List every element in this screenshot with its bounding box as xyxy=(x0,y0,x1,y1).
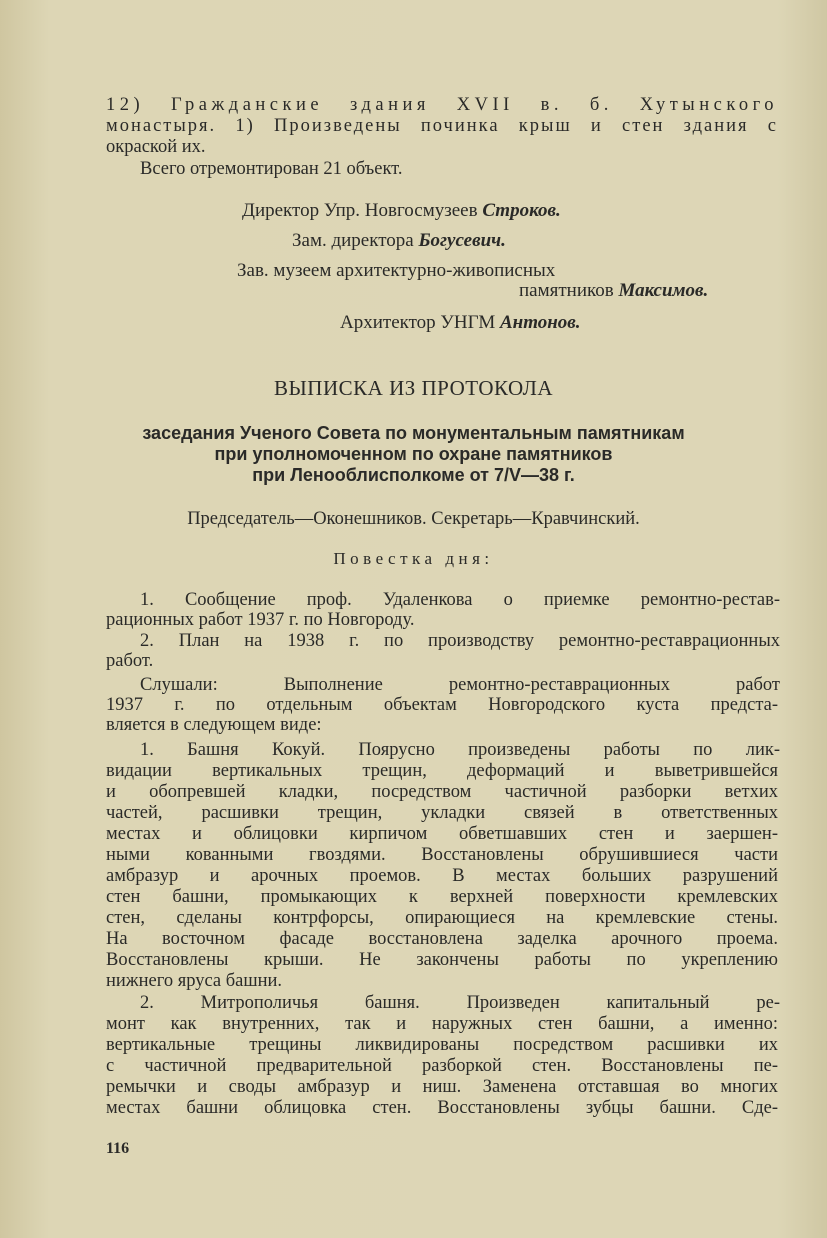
protocol-subtitle-line: заседания Ученого Совета по монументальным памятникам xyxy=(142,423,685,443)
protocol-title: ВЫПИСКА ИЗ ПРОТОКОЛА xyxy=(273,376,553,400)
text-line: На восточном фасаде восстановлена заделка арочного проема. xyxy=(106,929,778,949)
text-line: окраской их. xyxy=(106,137,206,157)
text-line: монастыря. 1) Произведены починка крыш и стен здания с xyxy=(106,116,778,136)
text-line: 2. План на 1938 г. по производству ремонтно-реставрационных xyxy=(140,631,780,651)
text-line: ными кованными гвоздями. Восстановлены обрушившиеся части xyxy=(106,845,778,865)
text-line: 1. Башня Кокуй. Поярусно произведены работы по лик- xyxy=(140,740,780,760)
text-line: вертикальные трещины ликвидированы посредством расшивки их xyxy=(106,1035,778,1055)
signature-director: Директор Упр. Новгосмузеев Строков. xyxy=(242,200,561,221)
chair-secretary: Председатель—Оконешников. Секретарь—Кравчинский. xyxy=(187,509,640,529)
text-line: 1. Сообщение проф. Удаленкова о приемке ремонтно-рестав- xyxy=(140,590,780,610)
text-line: Восстановлены крыши. Не закончены работы по укреплению xyxy=(106,950,778,970)
text-line: 12) Гражданские здания XVII в. б. Хутынского xyxy=(106,95,778,115)
signature-museum-head: памятников Максимов. xyxy=(519,280,709,301)
text-line: и обопревшей кладки, посредством частичной разборки ветхих xyxy=(106,782,778,802)
text-line: рационных работ 1937 г. по Новгороду. xyxy=(106,610,415,630)
text-line: местах и облицовки кирпичом обветшавших стен и заершен- xyxy=(106,824,778,844)
text-line: монт как внутренних, так и наружных стен башни, а именно: xyxy=(106,1014,778,1034)
text-line: с частичной предварительной разборкой стен. Восстановлены пе- xyxy=(106,1056,778,1076)
text-line: работ. xyxy=(106,651,154,671)
signature-deputy: Зам. директора Богусевич. xyxy=(292,230,506,251)
protocol-subtitle-line: при уполномоченном по охране памятников xyxy=(214,444,613,464)
text-line: Слушали: Выполнение ремонтно-реставрационных работ xyxy=(140,675,780,695)
text-line: местах башни облицовка стен. Восстановлены зубцы башни. Сде- xyxy=(106,1098,778,1118)
signature-museum-head-role: Зав. музеем архитектурно-живописных xyxy=(237,260,556,281)
text-line: видации вертикальных трещин, деформаций и выветрившейся xyxy=(106,761,778,781)
text-line: стен башни, промыкающих к верхней поверхности кремлевских xyxy=(106,887,778,907)
text-line: ремычки и своды амбразур и ниш. Заменена отставшая во многих xyxy=(106,1077,778,1097)
page-number: 116 xyxy=(106,1140,130,1157)
text-line: стен, сделаны контрфорсы, опирающиеся на кремлевские стены. xyxy=(106,908,778,928)
protocol-subtitle-line: при Ленооблисполкоме от 7/V—38 г. xyxy=(252,465,575,485)
text-line: амбразур и арочных проемов. В местах больших разрушений xyxy=(106,866,778,886)
text-line: 2. Митрополичья башня. Произведен капитальный ре- xyxy=(140,993,780,1013)
signature-architect: Архитектор УНГМ Антонов. xyxy=(340,312,581,333)
text-line: частей, расшивки трещин, укладки связей в ответственных xyxy=(106,803,778,823)
text-line: Всего отремонтирован 21 объект. xyxy=(140,159,403,179)
text-line: нижнего яруса башни. xyxy=(106,971,283,991)
text-line: вляется в следующем виде: xyxy=(106,715,322,735)
agenda-heading: Повестка дня: xyxy=(333,549,494,568)
text-line: 1937 г. по отдельным объектам Новгородского куста предста- xyxy=(106,695,778,715)
